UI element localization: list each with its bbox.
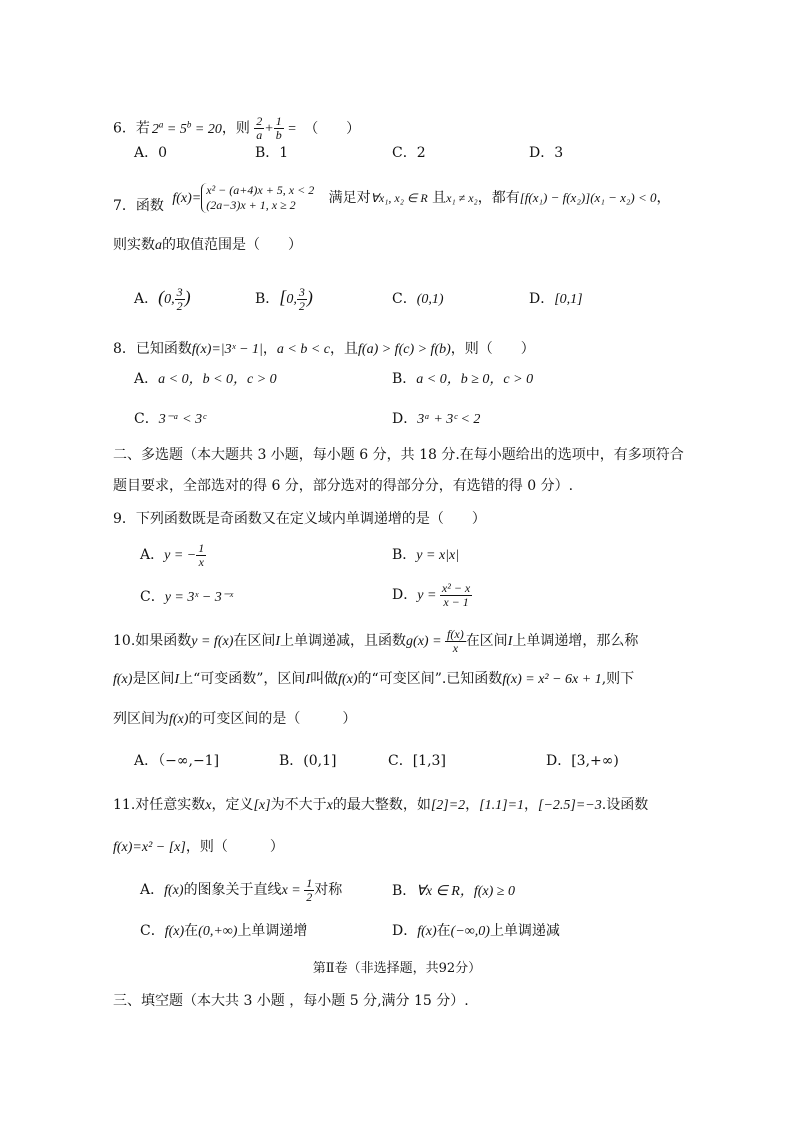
- q8-option-d: D．3ᵃ + 3ᶜ < 2: [392, 411, 481, 427]
- q8-option-c: C．3⁻ᵃ < 3ᶜ: [134, 411, 206, 427]
- q7-option-d: D．[0,1]: [529, 291, 583, 307]
- q9-stem: 9．下列函数既是奇函数又在定义域内单调递增的是（ ）: [113, 511, 486, 527]
- q11-option-a: A．f(x)的图象关于直线x = $\frac{1}{2}$ 对称: [140, 875, 343, 904]
- q9-option-d: D．y = $\frac{\text{x² − x}}{x - 1}$: [392, 580, 471, 609]
- section2-header-line2: 题目要求，全部选对的得 6 分，部分选对的得部分分，有选错的得 0 分）.: [113, 478, 574, 494]
- q10-option-c: C．[1,3]: [388, 753, 446, 769]
- q7-option-a: A．(0, $\frac{3}{2}$ ): [134, 284, 191, 313]
- q9-option-b: B．y = x|x|: [392, 547, 460, 563]
- q7-option-c: C．(0,1): [392, 291, 444, 307]
- q6-option-a: A．0: [134, 145, 168, 161]
- q9-option-c: C．y = 3ˣ − 3⁻ˣ: [140, 589, 234, 605]
- q7-stem: 7．函数 f(x)= x² − (a+4)x + 5, x < 2 (2a−3)x + 1, x ≥ 2 满足对∀x₁, x₂ ∈ R 且x₁ ≠ x₂，都有[f(x₁) − f(x₂)](x₁ − x₂) < 0，: [113, 183, 671, 214]
- q10-line2: f(x)是区间I上“可变函数”，区间I叫做f(x)的“可变区间”.已知函数f(x) = x² − 6x + 1,则下: [113, 671, 635, 687]
- q11-option-c: C．f(x)在(0,+∞)上单调递增: [140, 923, 308, 939]
- q9-option-a: A．y = − $\frac{1}{x}$: [140, 540, 205, 569]
- q7-line2: 则实数a的取值范围是（ ）: [113, 237, 302, 253]
- part2-title: 第Ⅱ卷（非选择题，共92分）: [312, 961, 482, 976]
- q11-line2: f(x)=x² − [x]，则（ ）: [113, 839, 284, 855]
- q11-option-b: B．∀x ∈ R，f(x) ≥ 0: [392, 883, 515, 899]
- q6-option-d: D．3: [529, 145, 564, 161]
- q8-option-a: A．a < 0，b < 0，c > 0: [134, 371, 277, 387]
- q10-line1: 10.如果函数y = f(x)在区间I上单调递减，且函数g(x) = $\frac{f(x)}{x}$ 在区间I上单调递增，那么称: [113, 626, 639, 655]
- q6-option-b: B．1: [255, 145, 289, 161]
- q10-option-a: A．（−∞,−1]: [134, 753, 220, 769]
- section3-header: 三、填空题（本大共 3 小题 ，每小题 5 分,满分 15 分）.: [113, 993, 469, 1009]
- q8-stem: 8．已知函数f(x)=|3ˣ − 1|，a < b < c，且f(a) > f(c) > f(b)，则（ ）: [113, 341, 535, 357]
- q8-option-b: B．a < 0，b ≥ 0，c > 0: [392, 371, 534, 387]
- section2-header-line1: 二、多选题（本大题共 3 小题，每小题 6 分，共 18 分.在每小题给出的选项中，有多项符合: [113, 447, 684, 463]
- q6-option-c: C．2: [392, 145, 426, 161]
- q10-option-d: D．[3,+∞): [546, 753, 619, 769]
- q11-option-d: D．f(x)在(−∞,0)上单调递减: [392, 923, 560, 939]
- q10-line3: 列区间为f(x)的可变区间的是（ ）: [113, 711, 357, 727]
- q10-option-b: B．(0,1]: [279, 753, 337, 769]
- q7-option-b: B．[0, $\frac{3}{2}$ ): [255, 284, 313, 313]
- q6-stem: 6．若 $2^a = 5^b = 20$，则 $\frac{2}{a}$ + $\frac{1}{b}$ = （ ）: [113, 114, 361, 143]
- q11-line1: 11.对任意实数x，定义[x]为不大于x的最大整数，如[2]=2，[1.1]=1，[−2.5]=−3.设函数: [113, 797, 649, 813]
